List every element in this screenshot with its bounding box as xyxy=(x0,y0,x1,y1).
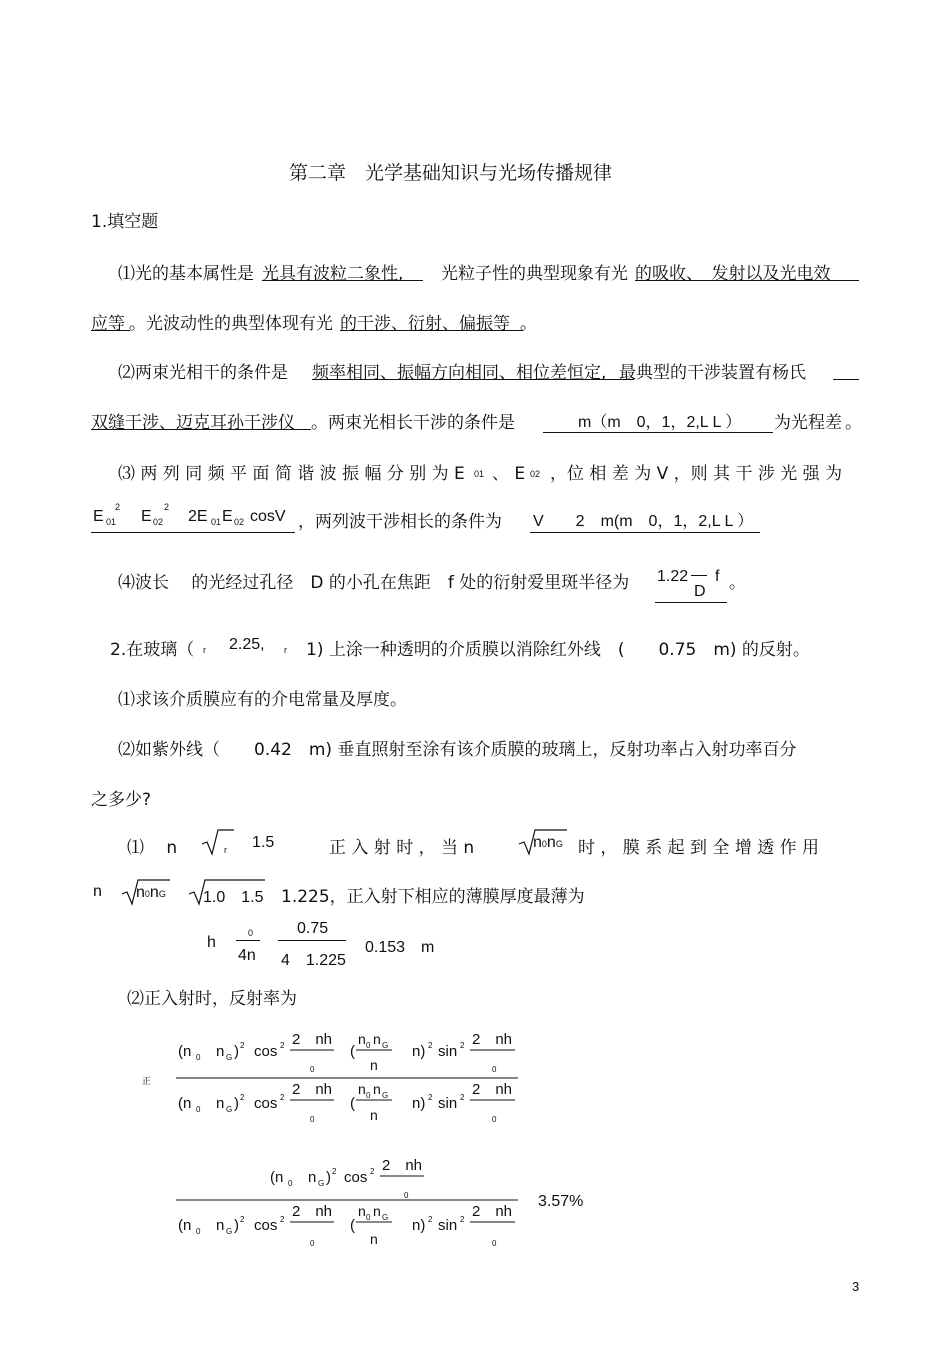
svg-text:cos: cos xyxy=(254,1043,278,1060)
svg-text:2: 2 xyxy=(428,1041,433,1050)
a1-h-num: 0.75 xyxy=(297,920,329,937)
q3-text: ，位 相 差 为 V ，则 其 干 涉 光 强 为 xyxy=(550,464,843,484)
q1-answer: 的干涉、衍射、偏振等 xyxy=(340,314,510,334)
svg-text:(: ( xyxy=(350,1043,355,1060)
svg-text:2 nh: 2 nh xyxy=(472,1031,513,1048)
q1-text: 。 xyxy=(520,314,537,334)
q3-subscript: 01 xyxy=(211,517,222,527)
q3-subscript: 02 xyxy=(530,469,541,479)
svg-text:n: n xyxy=(358,1081,366,1097)
svg-text:2: 2 xyxy=(240,1215,245,1224)
svg-text:2 nh: 2 nh xyxy=(382,1157,423,1174)
q4-answer-den: D xyxy=(694,583,706,600)
svg-text:0: 0 xyxy=(492,1115,497,1124)
svg-text:(n: (n xyxy=(178,1095,192,1112)
q4-answer-f: f xyxy=(715,568,720,585)
q5-text: 2.在玻璃（ xyxy=(110,640,195,660)
q2-answer: 频率相同、振幅方向相同、相位差恒定, xyxy=(312,363,607,383)
svg-text:n): n) xyxy=(412,1217,426,1234)
q3-subscript: 01 xyxy=(474,469,485,479)
a1-h-value: 0.153 m xyxy=(365,939,435,956)
a1-n: n xyxy=(93,883,102,900)
q3-answer-formula: E xyxy=(222,508,233,525)
q2-text: ⑵两束光相干的条件是 xyxy=(118,363,288,383)
svg-text:n: n xyxy=(370,1231,378,1247)
svg-text:): ) xyxy=(234,1043,239,1060)
svg-text:2 nh: 2 nh xyxy=(292,1081,333,1098)
a1-h: h xyxy=(207,934,216,951)
page-number: 3 xyxy=(852,1279,860,1294)
a1-subscript: r xyxy=(224,845,227,855)
q5-part2-cont: 之多少? xyxy=(91,790,152,810)
q2-text: 。 xyxy=(845,413,862,433)
fraction-bar xyxy=(236,940,260,941)
svg-text:(n: (n xyxy=(270,1169,284,1186)
section-heading: 1.填空题 xyxy=(91,212,159,232)
q3-text: ⑶ 两 列 同 频 平 面 简 谐 波 振 幅 分 别 为 E xyxy=(118,464,465,484)
a2-subscript: 正 xyxy=(142,1077,152,1087)
svg-text:0: 0 xyxy=(366,1091,371,1100)
a1-text: 正 入 射 时 ， 当 n xyxy=(329,838,475,858)
svg-text:(: ( xyxy=(350,1095,355,1112)
q3-answer-formula: E xyxy=(93,508,104,525)
svg-text:(n: (n xyxy=(178,1043,192,1060)
svg-text:n: n xyxy=(308,1169,317,1186)
q3-superscript: 2 xyxy=(115,502,121,512)
svg-text:): ) xyxy=(234,1217,239,1234)
svg-text:n: n xyxy=(370,1057,378,1073)
svg-text:0: 0 xyxy=(288,1179,293,1188)
svg-text:2: 2 xyxy=(280,1093,285,1102)
svg-text:2: 2 xyxy=(280,1041,285,1050)
svg-text:2 nh: 2 nh xyxy=(472,1203,513,1220)
a1-value: 1.5 xyxy=(252,834,275,851)
a2-intro: ⑵正入射时，反射率为 xyxy=(127,989,297,1009)
svg-text:0: 0 xyxy=(310,1065,315,1074)
q2-text: 最典型的干涉装置有杨氏 xyxy=(619,363,806,383)
a2-result: 3.57% xyxy=(538,1193,584,1210)
svg-text:G: G xyxy=(226,1053,233,1062)
q3-subscript: 02 xyxy=(153,517,164,527)
underline xyxy=(91,330,130,331)
svg-text:2: 2 xyxy=(280,1215,285,1224)
svg-text:0: 0 xyxy=(366,1041,371,1050)
svg-text:2: 2 xyxy=(460,1093,465,1102)
svg-text:0: 0 xyxy=(492,1239,497,1248)
underline xyxy=(312,379,634,380)
q5-subscript: r xyxy=(284,645,287,655)
q2-answer: 双缝干涉、迈克耳孙干涉仪 xyxy=(91,413,295,433)
svg-text:n): n) xyxy=(412,1043,426,1060)
underline xyxy=(340,330,523,331)
svg-text:0: 0 xyxy=(310,1239,315,1248)
svg-text:n: n xyxy=(370,1107,378,1123)
sqrt-sign xyxy=(200,827,236,857)
svg-text:0: 0 xyxy=(366,1213,371,1222)
svg-text:n: n xyxy=(216,1095,225,1112)
q1-answer: 应等 xyxy=(91,314,125,334)
q3-subscript: 01 xyxy=(106,517,117,527)
a1-4n: 4n xyxy=(238,947,256,964)
svg-text:2: 2 xyxy=(428,1093,433,1102)
q1-answer: 的吸收、 发射以及光电效 xyxy=(635,264,831,284)
svg-text:cos: cos xyxy=(344,1169,368,1186)
underline xyxy=(833,379,859,380)
q3-answer-formula: 2E xyxy=(188,508,208,525)
q4-answer-coef: 1.22 xyxy=(657,568,689,585)
svg-text:2: 2 xyxy=(240,1093,245,1102)
reflectance-formula xyxy=(170,1020,530,1130)
svg-text:0: 0 xyxy=(310,1115,315,1124)
svg-text:n): n) xyxy=(412,1095,426,1112)
q5-subscript: r xyxy=(203,645,206,655)
a1-h-den: 4 1.225 xyxy=(281,952,346,969)
svg-text:0: 0 xyxy=(492,1065,497,1074)
svg-text:G: G xyxy=(382,1041,389,1050)
svg-text:2: 2 xyxy=(332,1167,337,1176)
svg-text:2 nh: 2 nh xyxy=(472,1081,513,1098)
svg-text:n: n xyxy=(373,1031,381,1047)
svg-text:G: G xyxy=(226,1227,233,1236)
q1-text: ⑴光的基本属性是 xyxy=(118,264,254,284)
q1-text: 。光波动性的典型体现有光 xyxy=(129,314,333,334)
a1-n: ⑴ n xyxy=(127,838,178,858)
svg-text:n: n xyxy=(216,1043,225,1060)
a1-root-value: 1.0 1.5 xyxy=(203,889,264,906)
a1-text: 1.225，正入射下相应的薄膜厚度最薄为 xyxy=(281,887,585,907)
svg-text:): ) xyxy=(326,1169,331,1186)
svg-text:2: 2 xyxy=(370,1167,375,1176)
svg-text:(n: (n xyxy=(178,1217,192,1234)
svg-text:sin: sin xyxy=(438,1095,458,1112)
underline xyxy=(530,532,760,533)
underline xyxy=(91,429,311,430)
svg-text:sin: sin xyxy=(438,1043,458,1060)
q3-answer-formula: cosV xyxy=(250,508,286,525)
q5-value: 2.25, xyxy=(229,636,265,653)
reflectance-formula-value xyxy=(170,1146,530,1256)
q2-text: 。两束光相长干涉的条件是 xyxy=(311,413,515,433)
q3-subscript: 02 xyxy=(234,517,245,527)
svg-text:0: 0 xyxy=(196,1105,201,1114)
q3-answer-condition: V 2 m(m 0，1，2,L L ） xyxy=(533,513,754,530)
q4-text: 。 xyxy=(729,573,746,593)
svg-text:n: n xyxy=(358,1203,366,1219)
page-title: 第二章 光学基础知识与光场传播规律 xyxy=(289,162,613,184)
svg-text:): ) xyxy=(234,1095,239,1112)
svg-text:n: n xyxy=(216,1217,225,1234)
svg-text:n: n xyxy=(358,1031,366,1047)
underline xyxy=(635,280,859,281)
svg-text:0: 0 xyxy=(196,1053,201,1062)
q2-answer: 为光程差 xyxy=(774,413,842,433)
fraction-bar xyxy=(278,940,346,941)
q5-part2: ⑵如紫外线（ 0.42 m) 垂直照射至涂有该介质膜的玻璃上，反射功率占入射功率百分 xyxy=(118,740,797,760)
q3-text: 、 E xyxy=(492,464,526,484)
svg-text:sin: sin xyxy=(438,1217,458,1234)
svg-text:0: 0 xyxy=(196,1227,201,1236)
q1-text: 光粒子性的典型现象有光 xyxy=(441,264,628,284)
q3-answer-formula: E xyxy=(141,508,152,525)
svg-text:2 nh: 2 nh xyxy=(292,1031,333,1048)
underline xyxy=(91,532,295,533)
fraction-bar xyxy=(691,575,707,576)
svg-text:2: 2 xyxy=(460,1215,465,1224)
underline xyxy=(543,432,773,433)
underline xyxy=(262,280,423,281)
q5-part1: ⑴求该介质膜应有的介电常量及厚度。 xyxy=(118,690,407,710)
svg-text:(: ( xyxy=(350,1217,355,1234)
svg-text:n: n xyxy=(373,1203,381,1219)
svg-text:cos: cos xyxy=(254,1217,278,1234)
q5-text: 1) 上涂一种透明的介质膜以消除红外线 ( 0.75 m) 的反射。 xyxy=(306,640,810,660)
svg-text:2: 2 xyxy=(460,1041,465,1050)
svg-text:2: 2 xyxy=(428,1215,433,1224)
svg-text:cos: cos xyxy=(254,1095,278,1112)
a1-lambda0: 0 xyxy=(248,928,254,938)
svg-text:0: 0 xyxy=(404,1191,409,1200)
q2-answer-formula: m（m 0，1，2,L L ） xyxy=(578,414,742,431)
svg-text:n: n xyxy=(373,1081,381,1097)
svg-text:G: G xyxy=(382,1091,389,1100)
q1-answer: 光具有波粒二象性, xyxy=(262,264,404,284)
q3-text: ，两列波干涉相长的条件为 xyxy=(298,512,502,532)
q4-text: ⑷波长 的光经过孔径 D 的小孔在焦距 f 处的衍射爱里斑半径为 xyxy=(118,573,630,593)
svg-text:G: G xyxy=(382,1213,389,1222)
svg-text:G: G xyxy=(226,1105,233,1114)
a1-n0nG: n0nG xyxy=(533,834,563,851)
q3-superscript: 2 xyxy=(164,502,170,512)
a1-n0nG: n0nG xyxy=(136,884,166,901)
svg-text:2: 2 xyxy=(240,1041,245,1050)
a1-text: 时 ， 膜 系 起 到 全 增 透 作 用 xyxy=(578,838,820,858)
svg-text:G: G xyxy=(318,1179,325,1188)
underline xyxy=(655,602,727,603)
svg-text:2 nh: 2 nh xyxy=(292,1203,333,1220)
